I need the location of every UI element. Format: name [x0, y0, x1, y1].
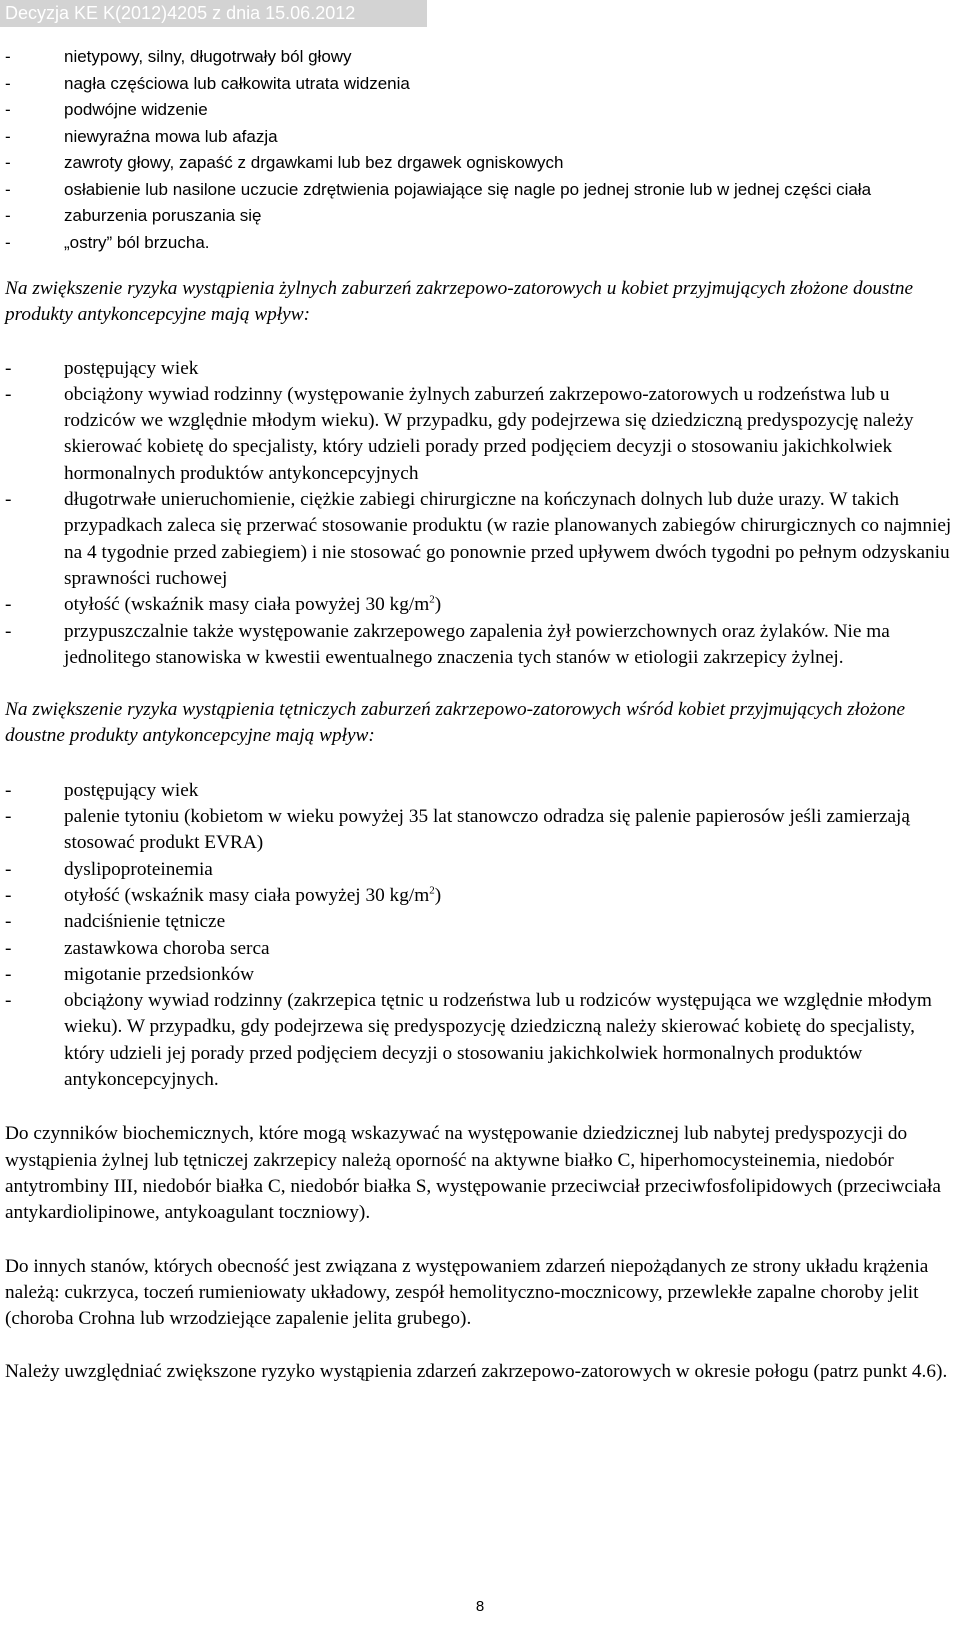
list-dash: -	[5, 179, 11, 199]
list-item-text: nadciśnienie tętnicze	[64, 911, 226, 933]
list-item-text: dyslipoproteinemia	[64, 858, 213, 880]
list-dash: -	[5, 884, 12, 906]
list-item	[5, 356, 957, 382]
list-item-text-after: )	[434, 594, 442, 616]
list-item-text: otyłość (wskaźnik masy ciała powyżej 30 kg/m	[64, 594, 430, 616]
superscript: 2	[429, 884, 435, 897]
list-item-text: długotrwałe unieruchomienie, ciężkie zabiegi chirurgiczne na kończynach dolnych lub duże urazy. W takich przypadkach zaleca się przerwać stosowanie produktu (w razie planowanych zabiegów chirurgicznych co najmniej na 4 tygodnie przed zabiegiem) i nie stosować go ponownie przed upływem dwóch tygodni po pełnym odzyskaniu sprawności ruchowej	[64, 489, 952, 589]
list-item-text: palenie tytoniu (kobietom w wieku powyżej 35 lat stanowczo odradza się palenie papierosów jeśli zamierzają stosować produkt EVRA)	[64, 806, 910, 854]
list-item-text: zawroty głowy, zapaść z drgawkami lub bez drgawek ogniskowych	[64, 153, 564, 172]
list-item	[5, 804, 957, 857]
list-item-text: zastawkowa choroba serca	[64, 937, 270, 959]
postpartum-paragraph: Należy uwzględniać zwiększone ryzyko wystąpienia zdarzeń zakrzepowo-zatorowych w okresie połogu (patrz punkt 4.6).	[5, 1361, 948, 1383]
list-dash: -	[5, 990, 12, 1012]
list-dash: -	[5, 937, 12, 959]
list-item	[5, 619, 957, 672]
list-dash: -	[5, 779, 12, 801]
list-item-text: postępujący wiek	[64, 357, 199, 379]
list-item-text: obciążony wywiad rodzinny (występowanie żylnych zaburzeń zakrzepowo-zatorowych u rodzeństwa lub u rodziców we względnie młodym wieku). W przypadku, gdy podejrzewa się dziedziczną predyspozycję należy skierować kobietę do specjalisty, który udzieli porady przed podjęciem decyzji o stosowaniu jakichkolwiek hormonalnych produktów antykoncepcyjnych	[64, 383, 914, 484]
list-item	[5, 203, 957, 230]
biochemical-factors-paragraph: Do czynników biochemicznych, które mogą wskazywać na występowanie dziedzicznej lub nabytej predyspozycji do wystąpienia żylnej lub tętniczej zakrzepicy należą oporność na aktywne białko C, hiperhomocysteinemia, niedobór antytrombiny III, niedobór białka C, niedobór białka S, występowanie przeciwciał przeciwfosfolipidowych (przeciwciała antykardiolipinowe, antykoagulant toczniowy).	[5, 1123, 941, 1224]
list-item-text: obciążony wywiad rodzinny (zakrzepica tętnic u rodzeństwa lub u rodziców występująca we względnie młodym wieku). W przypadku, gdy podejrzewa się predyspozycję dziedziczną należy skierować kobietę do specjalisty, który udzieli jej porady przed podjęciem decyzji o stosowaniu jakichkolwiek hormonalnych produktów antykoncepcyjnych.	[64, 990, 932, 1091]
list-item-text: migotanie przedsionków	[64, 963, 255, 985]
list-item	[5, 487, 957, 592]
list-item	[5, 857, 957, 883]
document-header-title: Decyzja KE K(2012)4205 z dnia 15.06.2012	[5, 3, 356, 23]
list-item-text: przypuszczalnie także występowanie zakrzepowego zapalenia żył powierzchownych oraz żylaków. Nie ma jednolitego stanowiska w kwestii ewentualnego znaczenia tych stanów w etiologii zakrzepicy żylnej.	[64, 620, 890, 668]
superscript: 2	[429, 593, 435, 606]
arterial-risk-heading: Na zwiększenie ryzyka wystąpienia tętniczych zaburzeń zakrzepowo-zatorowych wśród kobiet przyjmujących złożone doustne produkty antykoncepcyjne mają wpływ:	[5, 699, 906, 747]
list-item-text: otyłość (wskaźnik masy ciała powyżej 30 kg/m	[64, 884, 430, 906]
list-item-text: postępujący wiek	[64, 779, 199, 801]
list-dash: -	[5, 806, 12, 828]
list-dash: -	[5, 153, 11, 172]
symptoms-list	[5, 44, 957, 256]
list-dash: -	[5, 383, 12, 405]
list-item	[5, 988, 957, 1093]
list-dash: -	[5, 594, 12, 616]
list-dash: -	[5, 232, 11, 252]
venous-risk-list	[5, 356, 957, 672]
page-number: 8	[475, 1598, 485, 1615]
list-item	[5, 909, 957, 935]
list-dash: -	[5, 489, 12, 511]
list-item-text-after: )	[434, 884, 442, 906]
list-dash: -	[5, 73, 11, 93]
list-dash: -	[5, 963, 12, 985]
other-conditions-paragraph: Do innych stanów, których obecność jest związana z występowaniem zdarzeń niepożądanych ze strony układu krążenia należą: cukrzyca, toczeń rumieniowaty układowy, zespół hemolityczno-mocznicowy, przewlekłe zapalne choroby jelit (choroba Crohna lub wrzodziejące zapalenie jelita grubego).	[5, 1255, 929, 1330]
list-item	[5, 124, 957, 151]
list-item	[5, 71, 957, 98]
list-item	[5, 97, 957, 124]
list-item-text: niewyraźna mowa lub afazja	[64, 126, 278, 146]
list-item-text: nietypowy, silny, długotrwały ból głowy	[64, 47, 352, 66]
list-dash: -	[5, 911, 12, 933]
list-item	[5, 962, 957, 988]
list-item-text: nagła częściowa lub całkowita utrata widzenia	[64, 73, 410, 93]
list-item	[5, 382, 957, 487]
list-item	[5, 883, 957, 909]
list-dash: -	[5, 620, 12, 642]
list-dash: -	[5, 858, 12, 880]
list-item	[5, 778, 957, 804]
list-item-text: podwójne widzenie	[64, 100, 208, 119]
list-dash: -	[5, 357, 12, 379]
list-item	[5, 230, 957, 257]
list-dash: -	[5, 206, 11, 225]
list-item-text: „ostry” ból brzucha.	[64, 232, 210, 252]
list-item-text: osłabienie lub nasilone uczucie zdrętwienia pojawiające się nagle po jednej stronie lub w jednej części ciała	[64, 179, 872, 199]
list-dash: -	[5, 100, 11, 119]
list-item-text: zaburzenia poruszania się	[64, 206, 262, 225]
document-page	[5, 44, 957, 1386]
arterial-risk-list	[5, 778, 957, 1094]
document-header-bar	[0, 0, 427, 27]
venous-risk-heading: Na zwiększenie ryzyka wystąpienia żylnych zaburzeń zakrzepowo-zatorowych u kobiet przyjmujących złożone doustne produkty antykoncepcyjne mają wpływ:	[5, 278, 914, 326]
list-item	[5, 177, 957, 204]
list-item	[5, 44, 957, 71]
list-item	[5, 150, 957, 177]
list-dash: -	[5, 47, 11, 66]
list-item	[5, 592, 957, 618]
list-dash: -	[5, 126, 11, 146]
list-item	[5, 936, 957, 962]
